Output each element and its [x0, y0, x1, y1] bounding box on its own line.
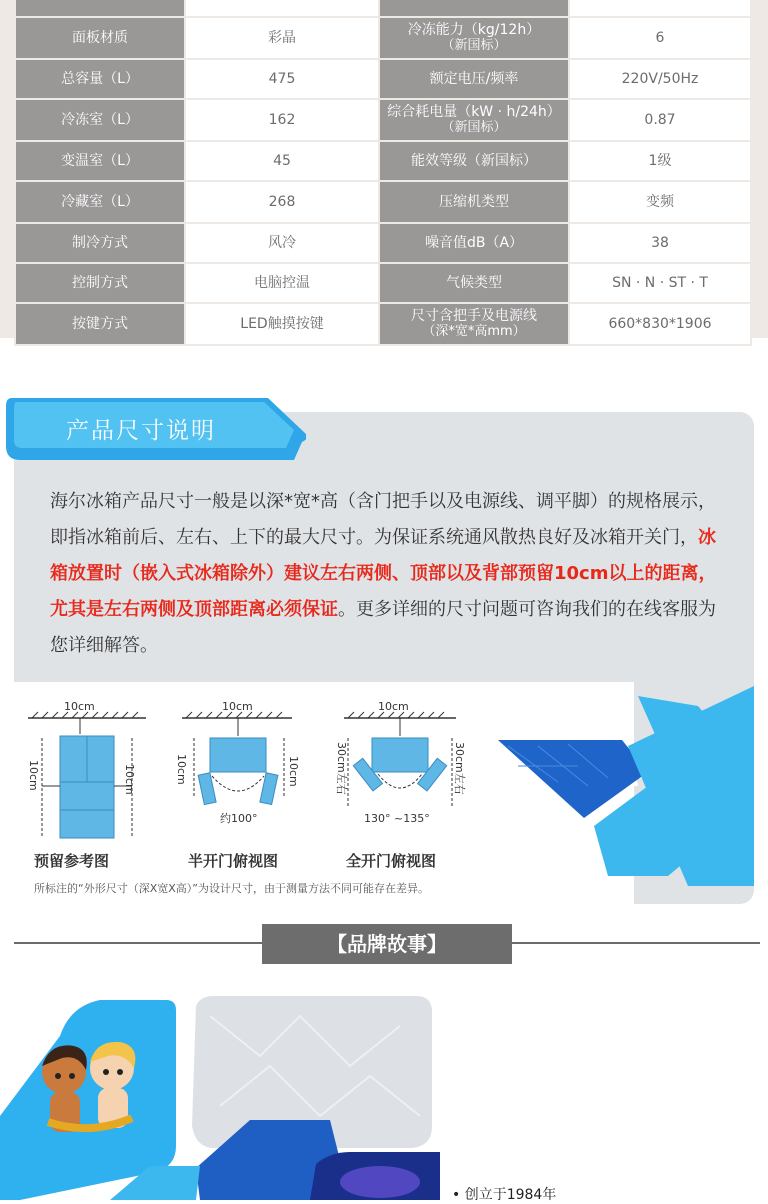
table-row — [15, 141, 751, 181]
brand-founded-text: • 创立于1984年 — [452, 1187, 557, 1203]
right-gap-label: 10cm — [123, 764, 136, 795]
spec-table-section — [0, 0, 768, 338]
spec-label: 制冷方式 — [15, 223, 185, 263]
half-open-door-diagram — [172, 698, 306, 848]
table-row — [15, 181, 751, 223]
spec-label: 压缩机类型 — [379, 181, 569, 223]
decorative-blue-shape — [498, 686, 754, 886]
reserve-reference-diagram — [22, 698, 152, 848]
spec-label: 变温室（L） — [15, 141, 185, 181]
size-warning: 冰箱放置时（嵌入式冰箱除外）建议左右两侧、顶部以及背部预留10cm以上的距离，尤其是左右两侧及顶部距离必须保证 — [50, 527, 717, 620]
table-row — [15, 0, 751, 17]
spec-value: 变频 — [569, 181, 751, 223]
spec-value: 1级 — [569, 141, 751, 181]
left-gap-label: 30cm左右 — [335, 742, 348, 795]
spec-value: LED触摸按键 — [185, 303, 379, 345]
door-angle-label: 130° ~135° — [364, 812, 430, 825]
size-note: 所标注的“外形尺寸（深X宽X高）”为设计尺寸，由于测量方法不同可能存在差异。 — [34, 882, 429, 895]
table-row — [15, 59, 751, 99]
full-open-door-diagram — [330, 698, 470, 848]
spec-value: 268 — [185, 181, 379, 223]
diagram-caption: 预留参考图 — [34, 852, 110, 870]
left-gap-label: 10cm — [175, 754, 188, 785]
spec-value: SN · N · ST · T — [569, 263, 751, 303]
spec-label: 冷冻室（L） — [15, 99, 185, 141]
spec-value: 45 — [185, 141, 379, 181]
spec-label: 冷藏室（L） — [15, 181, 185, 223]
door-angle-label: 约100° — [220, 812, 258, 825]
size-section-title-tab — [6, 398, 306, 460]
table-row — [15, 223, 751, 263]
spec-value: 风冷 — [185, 223, 379, 263]
diagram-caption: 全开门俯视图 — [346, 852, 437, 870]
top-gap-label: 10cm — [222, 700, 253, 713]
size-description: 海尔冰箱产品尺寸一般是以深*宽*高（含门把手以及电源线、调平脚）的规格展示，即指冰箱前后、左右、上下的最大尺寸。为保证系统通风散热良好及冰箱开关门，冰箱放置时（嵌入式冰箱除外）建议左右两侧、顶部以及背部预留10cm以上的距离，尤其是左右两侧及顶部距离必须保证。更多详细的尺寸问题可咨询我们的在线客服为您详细解答。 — [50, 491, 717, 656]
left-gap-label: 10cm — [27, 760, 40, 791]
spec-value: 162 — [185, 99, 379, 141]
right-gap-label: 10cm — [287, 756, 300, 787]
spec-label: 能效等级（新国标） — [379, 141, 569, 181]
spec-label: 额定电压/频率 — [379, 59, 569, 99]
spec-value: 电脑控温 — [185, 263, 379, 303]
spec-label: 冷冻能力（kg/12h） （新国标） — [379, 17, 569, 59]
spec-label: 总容量（L） — [15, 59, 185, 99]
brand-story-graphics — [0, 996, 768, 1200]
spec-label: 综合耗电量（kW · h/24h） （新国标） — [379, 99, 569, 141]
spec-label: 气候类型 — [379, 263, 569, 303]
spec-label: 噪音值dB（A） — [379, 223, 569, 263]
spec-value: 220V/50Hz — [569, 59, 751, 99]
spec-value: 6 — [569, 17, 751, 59]
spec-value: 38 — [569, 223, 751, 263]
top-gap-label: 10cm — [64, 700, 95, 713]
right-gap-label: 30cm左右 — [453, 742, 466, 795]
spec-label: 控制方式 — [15, 263, 185, 303]
spec-value: 475 — [185, 59, 379, 99]
diagram-caption: 半开门俯视图 — [188, 852, 279, 870]
spec-label: 尺寸含把手及电源线 （深*宽*高mm） — [379, 303, 569, 345]
table-row — [15, 303, 751, 345]
spec-value: 660*830*1906 — [569, 303, 751, 345]
spec-table — [14, 0, 752, 346]
size-section-title: 产品尺寸说明 — [66, 418, 216, 444]
spec-label: 面板材质 — [15, 17, 185, 59]
top-gap-label: 10cm — [378, 700, 409, 713]
spec-label: 按键方式 — [15, 303, 185, 345]
spec-value: 彩晶 — [185, 17, 379, 59]
table-row — [15, 263, 751, 303]
table-row — [15, 99, 751, 141]
brand-story-heading: 【品牌故事】 — [262, 924, 512, 964]
spec-value: 0.87 — [569, 99, 751, 141]
table-row — [15, 17, 751, 59]
